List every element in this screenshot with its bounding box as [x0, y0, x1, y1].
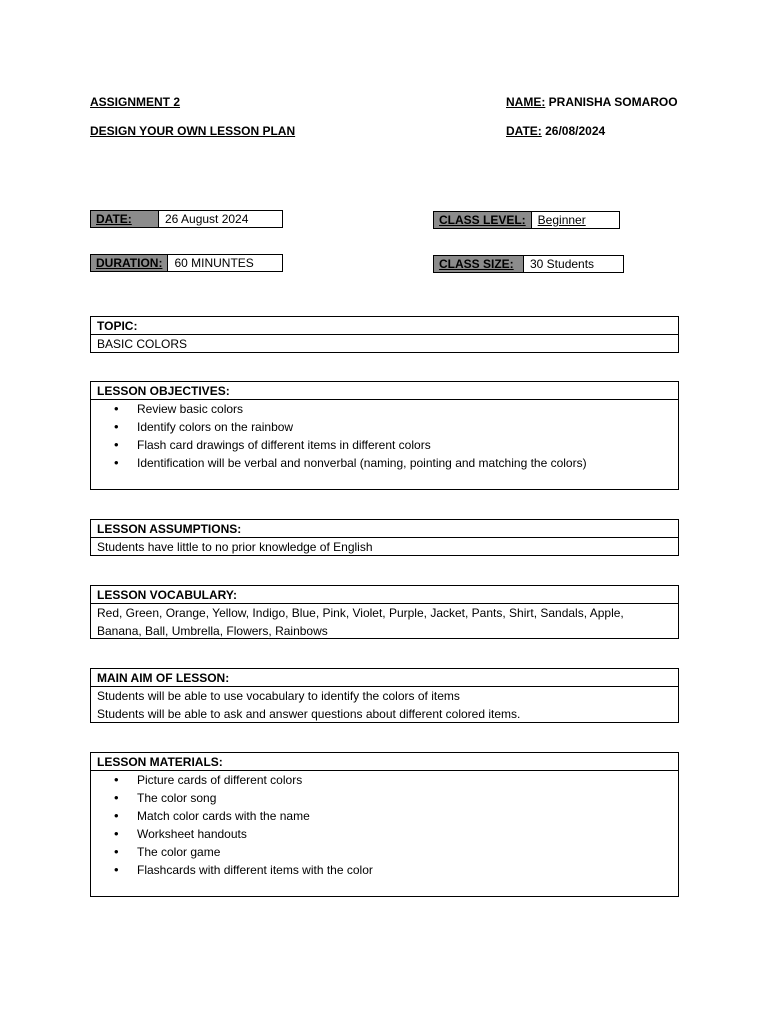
assumptions-title: LESSON ASSUMPTIONS: — [91, 520, 678, 538]
objectives-list — [91, 400, 678, 472]
class-size-label: CLASS SIZE: — [434, 256, 524, 272]
list-item: • Picture cards of different colors — [137, 771, 678, 789]
objectives-title: LESSON OBJECTIVES: — [91, 382, 678, 400]
vocabulary-line: Red, Green, Orange, Yellow, Indigo, Blue, Pink, Violet, Purple, Jacket, Pants, Shirt, Sandals, Apple, — [97, 606, 624, 620]
class-level-field — [433, 211, 620, 229]
vocabulary-section — [90, 585, 679, 639]
main-aim-title: MAIN AIM OF LESSON: — [91, 669, 678, 687]
date-field-value: 26 August 2024 — [165, 212, 249, 226]
list-item: • Match color cards with the name — [137, 807, 678, 825]
student-name — [506, 95, 678, 109]
list-item: • Identification will be verbal and nonverbal (naming, pointing and matching the colors) — [137, 454, 678, 472]
materials-title: LESSON MATERIALS: — [91, 753, 678, 771]
assignment-subtitle: DESIGN YOUR OWN LESSON PLAN — [90, 124, 296, 138]
topic-title: TOPIC: — [91, 317, 678, 335]
list-item: • Flashcards with different items with the color — [137, 861, 678, 879]
class-size-value: 30 Students — [530, 257, 595, 271]
topic-text: BASIC COLORS — [97, 337, 188, 351]
duration-field-value: 60 MINUNTES — [174, 256, 254, 270]
class-level-value: Beginner — [537, 213, 586, 227]
assumptions-text: Students have little to no prior knowledge of English — [97, 540, 373, 554]
list-item: • The color game — [137, 843, 678, 861]
submission-date — [506, 124, 605, 138]
list-item: • Review basic colors — [137, 400, 678, 418]
materials-list — [91, 771, 678, 879]
topic-section — [90, 316, 679, 353]
duration-field — [90, 254, 283, 272]
vocabulary-text — [91, 604, 678, 641]
date-field-label: DATE: — [91, 211, 159, 227]
name-value: PRANISHA SOMAROO — [548, 95, 678, 109]
main-aim-text — [91, 687, 678, 724]
header-date-label: DATE: — [506, 124, 542, 138]
header-date-value: 26/08/2024 — [545, 124, 606, 138]
objectives-section — [90, 381, 679, 490]
main-aim-line: Students will be able to ask and answer questions about different colored items. — [97, 706, 521, 721]
vocabulary-title: LESSON VOCABULARY: — [91, 586, 678, 604]
assumptions-section — [90, 519, 679, 556]
main-aim-section — [90, 668, 679, 723]
date-field — [90, 210, 283, 228]
list-item: • Worksheet handouts — [137, 825, 678, 843]
list-item: • The color song — [137, 789, 678, 807]
duration-field-label: DURATION: — [91, 255, 168, 271]
class-level-label: CLASS LEVEL: — [434, 212, 532, 228]
name-label: NAME: — [506, 95, 546, 109]
list-item: • Flash card drawings of different items in different colors — [137, 436, 678, 454]
assignment-title: ASSIGNMENT 2 — [90, 95, 181, 109]
class-size-field — [433, 255, 624, 273]
main-aim-line: Students will be able to use vocabulary to identify the colors of items — [97, 689, 460, 703]
list-item: • Identify colors on the rainbow — [137, 418, 678, 436]
vocabulary-line: Banana, Ball, Umbrella, Flowers, Rainbows — [97, 623, 328, 638]
materials-section — [90, 752, 679, 897]
